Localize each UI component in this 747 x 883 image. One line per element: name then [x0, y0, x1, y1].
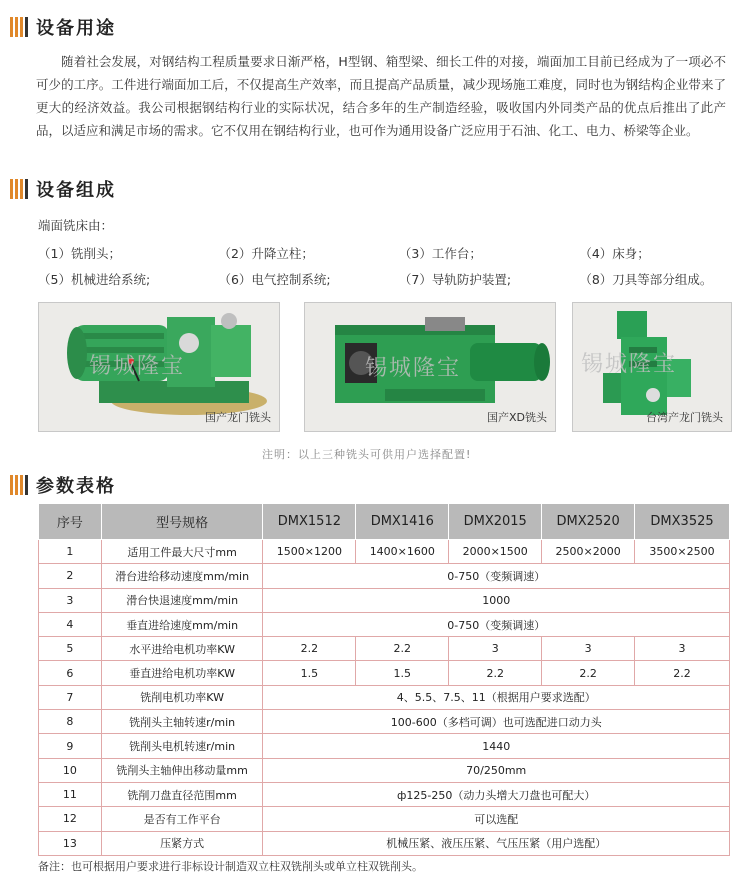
table-cell: 2.2	[263, 637, 356, 661]
table-row	[39, 782, 730, 806]
table-cell: ф125-250（动力头增大刀盘也可配大）	[263, 782, 730, 806]
table-cell: 2.2	[356, 637, 449, 661]
table-row	[39, 588, 730, 612]
photo-caption: 国产龙门铣头	[205, 411, 271, 424]
table-row	[39, 734, 730, 758]
header-cell: DMX3525	[635, 504, 730, 540]
row-number: 13	[39, 831, 102, 855]
row-number: 1	[39, 540, 102, 564]
section-params-header	[10, 472, 116, 498]
header-cell: DMX2520	[542, 504, 635, 540]
row-number: 9	[39, 734, 102, 758]
table-cell: 1400×1600	[356, 540, 449, 564]
composition-item: （7）导轨防护装置;	[398, 272, 512, 287]
row-label: 压紧方式	[101, 831, 263, 855]
usage-paragraph: 随着社会发展，对钢结构工程质量要求日渐严格，H型钢、箱型梁、细长工件的对接，端面加工目前已经成为了一项必不可少的工序。工件进行端面加工后，不仅提高生产效率，而且提高产品质量，减少现场施工难度，同时也为钢结构企业带来了更大的经济效益。我公司根据钢结构行业的实际状况，结合多年的生产制造经验，吸收国内外同类产品的优点后推出了此产品，以适应和满足市场的需求。它不仅用在钢结构行业，也可作为通用设备广泛应用于石油、化工、电力、桥梁等企业。	[36, 54, 726, 138]
table-cell: 2.2	[635, 661, 730, 685]
table-cell: 3500×2500	[635, 540, 730, 564]
table-cell: 4、5.5、7.5、11（根据用户要求选配）	[263, 685, 730, 709]
photo-watermark: 锡城隆宝	[365, 356, 462, 381]
photo-caption: 台湾产龙门铣头	[646, 411, 723, 424]
header-cell: DMX1512	[263, 504, 356, 540]
table-row	[39, 831, 730, 855]
composition-item: （3）工作台；	[398, 246, 482, 261]
row-number: 5	[39, 637, 102, 661]
section-bars-icon	[10, 17, 28, 37]
table-row	[39, 564, 730, 588]
table-cell: 2000×1500	[449, 540, 542, 564]
photo-caption: 国产XD铣头	[486, 411, 547, 424]
section-bars-icon	[10, 475, 28, 495]
footer-note: 备注：也可根据用户要求进行非标设计制造双立柱双铣削头或单立柱双铣削头。	[38, 860, 423, 873]
table-cell: 机械压紧、液压压紧、气压压紧（用户选配）	[263, 831, 730, 855]
row-label: 垂直进给电机功率KW	[101, 661, 263, 685]
section-title-usage: 设备用途	[36, 18, 116, 39]
row-number: 4	[39, 612, 102, 636]
section-title-params: 参数表格	[36, 476, 116, 497]
table-row	[39, 612, 730, 636]
row-label: 铣削电机功率KW	[101, 685, 263, 709]
row-label: 水平进给电机功率KW	[101, 637, 263, 661]
table-row	[39, 685, 730, 709]
photo-watermark: 锡城隆宝	[89, 354, 186, 379]
composition-item: （8）刀具等部分组成。	[579, 272, 713, 287]
photo-gantry-mill-head	[38, 302, 280, 432]
composition-item: （4）床身；	[579, 246, 650, 261]
photo-xd-mill-head	[304, 302, 556, 432]
composition-item: （6）电气控制系统;	[218, 272, 331, 287]
table-cell: 3	[449, 637, 542, 661]
table-cell: 100-600（多档可调）也可选配进口动力头	[263, 710, 730, 734]
row-label: 滑台快退速度mm/min	[101, 588, 263, 612]
row-number: 8	[39, 710, 102, 734]
composition-intro: 端面铣床由：	[38, 218, 114, 233]
table-cell: 3	[635, 637, 730, 661]
table-cell: 0-750（变频调速）	[263, 612, 730, 636]
row-number: 11	[39, 782, 102, 806]
table-cell: 2500×2000	[542, 540, 635, 564]
row-label: 铣削刀盘直径范围mm	[101, 782, 263, 806]
section-usage-header	[10, 14, 116, 40]
photo-watermark: 锡城隆宝	[581, 352, 678, 377]
row-number: 6	[39, 661, 102, 685]
table-cell: 1.5	[356, 661, 449, 685]
table-cell: 2.2	[449, 661, 542, 685]
row-label: 是否有工作平台	[101, 807, 263, 831]
photo-note: 注明：以上三种铣头可供用户选择配置!	[262, 448, 472, 461]
row-number: 7	[39, 685, 102, 709]
table-cell: 70/250mm	[263, 758, 730, 782]
composition-item: （1）铣削头；	[38, 246, 121, 261]
table-cell: 1440	[263, 734, 730, 758]
table-row	[39, 540, 730, 564]
photo-taiwan-mill-head	[572, 302, 732, 432]
row-label: 铣削头主轴转速r/min	[101, 710, 263, 734]
spec-table	[38, 503, 730, 856]
header-cell: DMX1416	[356, 504, 449, 540]
header-cell: 型号规格	[101, 504, 263, 540]
table-row	[39, 807, 730, 831]
table-cell: 可以选配	[263, 807, 730, 831]
table-row	[39, 758, 730, 782]
row-label: 铣削头主轴伸出移动量mm	[101, 758, 263, 782]
header-cell: 序号	[39, 504, 102, 540]
row-label: 适用工件最大尺寸mm	[101, 540, 263, 564]
header-cell: DMX2015	[449, 504, 542, 540]
spec-table-header	[39, 504, 730, 540]
section-bars-icon	[10, 179, 28, 199]
composition-list	[38, 240, 738, 292]
composition-item: （2）升降立柱；	[218, 246, 314, 261]
table-cell: 2.2	[542, 661, 635, 685]
section-title-composition: 设备组成	[36, 180, 116, 201]
row-label: 滑台进给移动速度mm/min	[101, 564, 263, 588]
row-label: 铣削头电机转速r/min	[101, 734, 263, 758]
table-row	[39, 710, 730, 734]
table-row	[39, 661, 730, 685]
composition-item: （5）机械进给系统;	[38, 272, 151, 287]
row-label: 垂直进给速度mm/min	[101, 612, 263, 636]
row-number: 2	[39, 564, 102, 588]
section-composition-header	[10, 176, 116, 202]
table-cell: 1500×1200	[263, 540, 356, 564]
table-row	[39, 637, 730, 661]
table-cell: 3	[542, 637, 635, 661]
table-cell: 0-750（变频调速）	[263, 564, 730, 588]
row-number: 3	[39, 588, 102, 612]
row-number: 10	[39, 758, 102, 782]
table-cell: 1.5	[263, 661, 356, 685]
table-cell: 1000	[263, 588, 730, 612]
row-number: 12	[39, 807, 102, 831]
